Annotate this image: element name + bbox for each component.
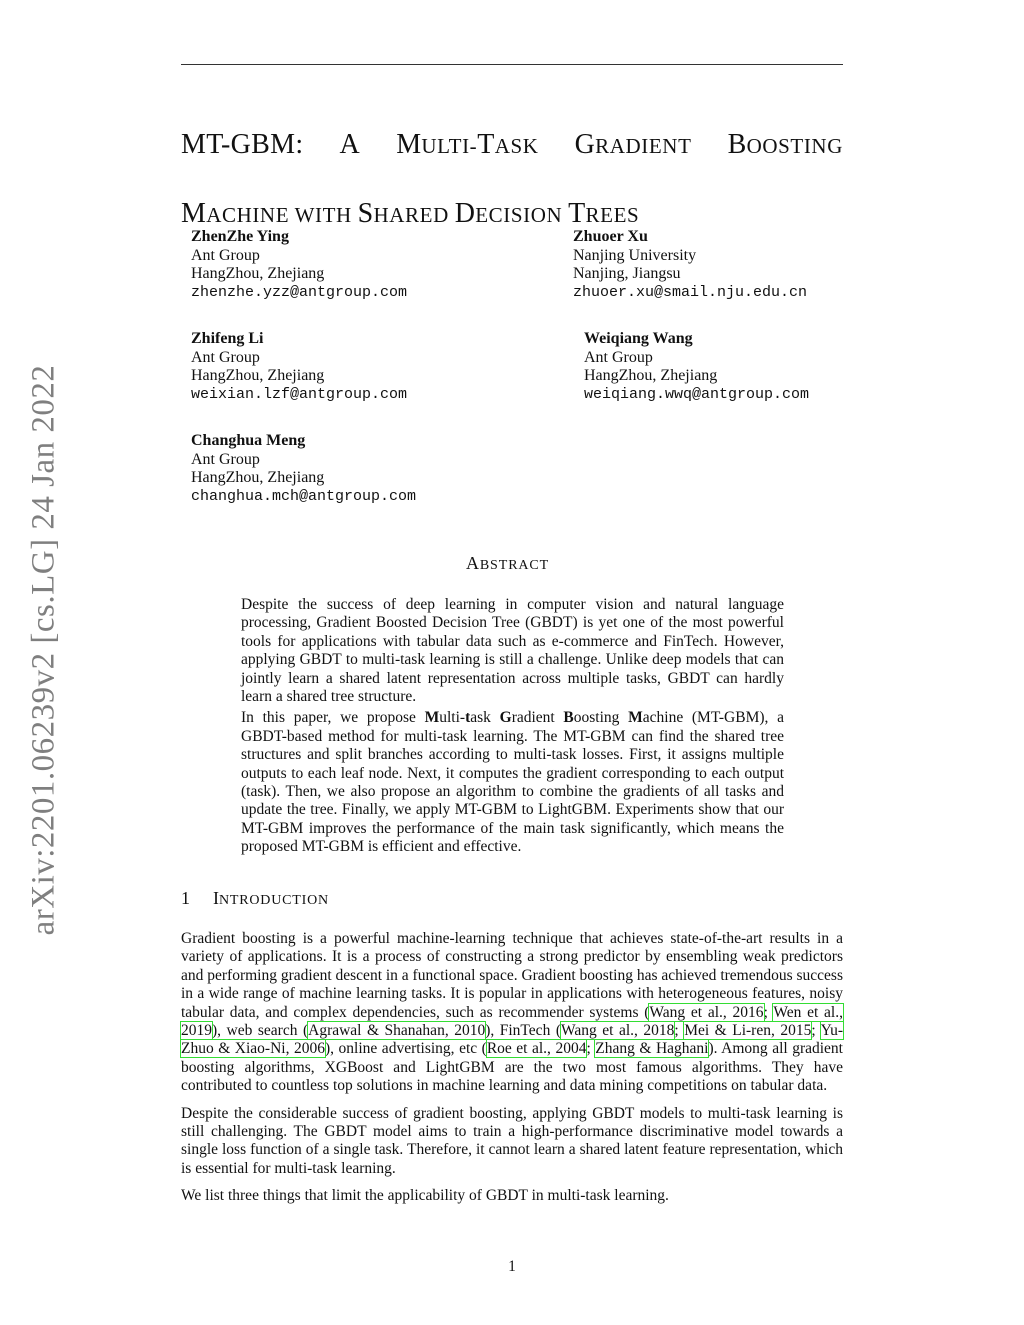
author-location: HangZhou, Zhejiang — [584, 367, 718, 384]
author-name: ZhenZhe Ying — [191, 228, 289, 245]
author-location: HangZhou, Zhejiang — [191, 367, 325, 384]
author-org: Nanjing University — [573, 246, 697, 264]
section-heading: 1 INTRODUCTION — [181, 888, 329, 908]
author-location: HangZhou, Zhejiang — [191, 265, 325, 282]
author-email[interactable]: changhua.mch@antgroup.com — [191, 487, 417, 505]
citation-link[interactable]: Zhang & Haghani — [595, 1040, 709, 1058]
section-number: 1 — [181, 888, 190, 908]
title-word: MT-GBM: — [181, 129, 304, 160]
intro-paragraph: Despite the considerable success of gradient boosting, applying GBDT models to multi-task learning is still challenging. The GBDT model aims to train a high-performance discriminative model towards a single loss function of a single task. Therefore, it cannot learn a shared latent feature representation, which is essential for multi-task learning. — [181, 1104, 843, 1177]
citation-link[interactable]: Mei & Li-ren, 2015 — [684, 1022, 812, 1040]
author-org: Ant Group — [584, 348, 653, 366]
arxiv-stamp: arXiv:2201.06239v2 [cs.LG] 24 Jan 2022 — [25, 364, 62, 936]
author-name: Weiqiang Wang — [584, 330, 693, 347]
citation-link[interactable]: Wang et al., 2018 — [560, 1022, 675, 1040]
title-word: A — [339, 129, 361, 160]
author-org: Ant Group — [191, 450, 260, 468]
author-email[interactable]: weiqiang.wwq@antgroup.com — [584, 385, 810, 403]
title-line-2: MACHINE WITH SHARED DECISION TREES — [181, 198, 640, 229]
author-name: Zhifeng Li — [191, 330, 264, 347]
citation-link[interactable]: Roe et al., 2004 — [486, 1040, 587, 1058]
intro-paragraph: Gradient boosting is a powerful machine-learning technique that achieves state-of-the-art results in a variety of applications. It is a process of constructing a strong predictor by ensembling weak predictors and performing gradient descent in a functional space. Gradient boosting has achieved tremendous success in a wide range of machine learning tasks. It is popular in applications with heterogeneous features, noisy tabular data, and complex dependencies, such as recommender systems (Wang et al., 2016; Wen et al., 2019), web search (Agrawal & Shanahan, 2010), FinTech (Wang et al., 2018; Mei & Li-ren, 2015; Yu-Zhuo & Xiao-Ni, 2006), online advertising, etc (Roe et al., 2004; Zhang & Haghani). Among all gradient boosting algorithms, XGBoost and LightGBM are the two most famous algorithms. They have contributed to countless top solutions in machine learning and data mining competitions on tabular data. — [181, 930, 843, 1095]
author-email[interactable]: zhenzhe.yzz@antgroup.com — [191, 283, 408, 301]
citation-link[interactable]: Yu-Zhuo & Xiao-Ni, 2006 — [181, 1022, 843, 1058]
author-block — [573, 228, 807, 302]
paper-title — [181, 128, 843, 232]
title-word: BOOSTING — [727, 129, 843, 160]
author-name: Changhua Meng — [191, 432, 306, 449]
author-block — [191, 432, 416, 506]
title-line-1 — [181, 128, 843, 163]
author-email[interactable]: weixian.lzf@antgroup.com — [191, 385, 408, 403]
author-block — [584, 330, 809, 404]
title-word: GRADIENT — [574, 129, 692, 160]
author-location: HangZhou, Zhejiang — [191, 469, 325, 486]
author-org: Ant Group — [191, 348, 260, 366]
author-block — [191, 330, 407, 404]
abstract-heading: ABSTRACT — [466, 553, 550, 573]
top-rule — [181, 64, 843, 65]
author-org: Ant Group — [191, 246, 260, 264]
author-email[interactable]: zhuoer.xu@smail.nju.edu.cn — [573, 283, 808, 301]
abstract-paragraph: In this paper, we propose Multi-task Gradient Boosting Machine (MT-GBM), a GBDT-based method for multi-task learning. The MT-GBM can find the shared tree structures and split branches according to multi-task losses. First, it assigns multiple outputs to each leaf node. Next, it computes the gradient corresponding to each output (task). Then, we also propose an algorithm to combine the gradients of all tasks and update the tree. Finally, we apply MT-GBM to LightGBM. Experiments show that our MT-GBM improves the performance of the main task significantly, which means the proposed MT-GBM is efficient and effective. — [241, 709, 784, 856]
abstract-paragraph: Despite the success of deep learning in computer vision and natural language processing, Gradient Boosted Decision Tree (GBDT) is yet one of the most powerful tools for applications with tabular data such as e-commerce and FinTech. However, applying GBDT to multi-task learning is still a challenge. Unlike deep models that can jointly learn a shared latent representation across multiple tasks, GBDT can hardly learn a shared tree structure. — [241, 596, 784, 706]
author-block — [191, 228, 407, 302]
citation-link[interactable]: Wen et al., 2019 — [181, 1003, 843, 1040]
abstract-body — [241, 596, 784, 857]
title-word: MULTI-TASK — [396, 129, 539, 160]
author-name: Zhuoer Xu — [573, 228, 648, 245]
citation-link[interactable]: Agrawal & Shanahan, 2010 — [308, 1022, 486, 1040]
citation-link[interactable]: Wang et al., 2016 — [649, 1003, 764, 1021]
introduction-body — [181, 930, 843, 1206]
page-number: 1 — [508, 1258, 516, 1275]
intro-paragraph: We list three things that limit the applicability of GBDT in multi-task learning. — [181, 1187, 669, 1205]
author-location: Nanjing, Jiangsu — [573, 265, 681, 282]
